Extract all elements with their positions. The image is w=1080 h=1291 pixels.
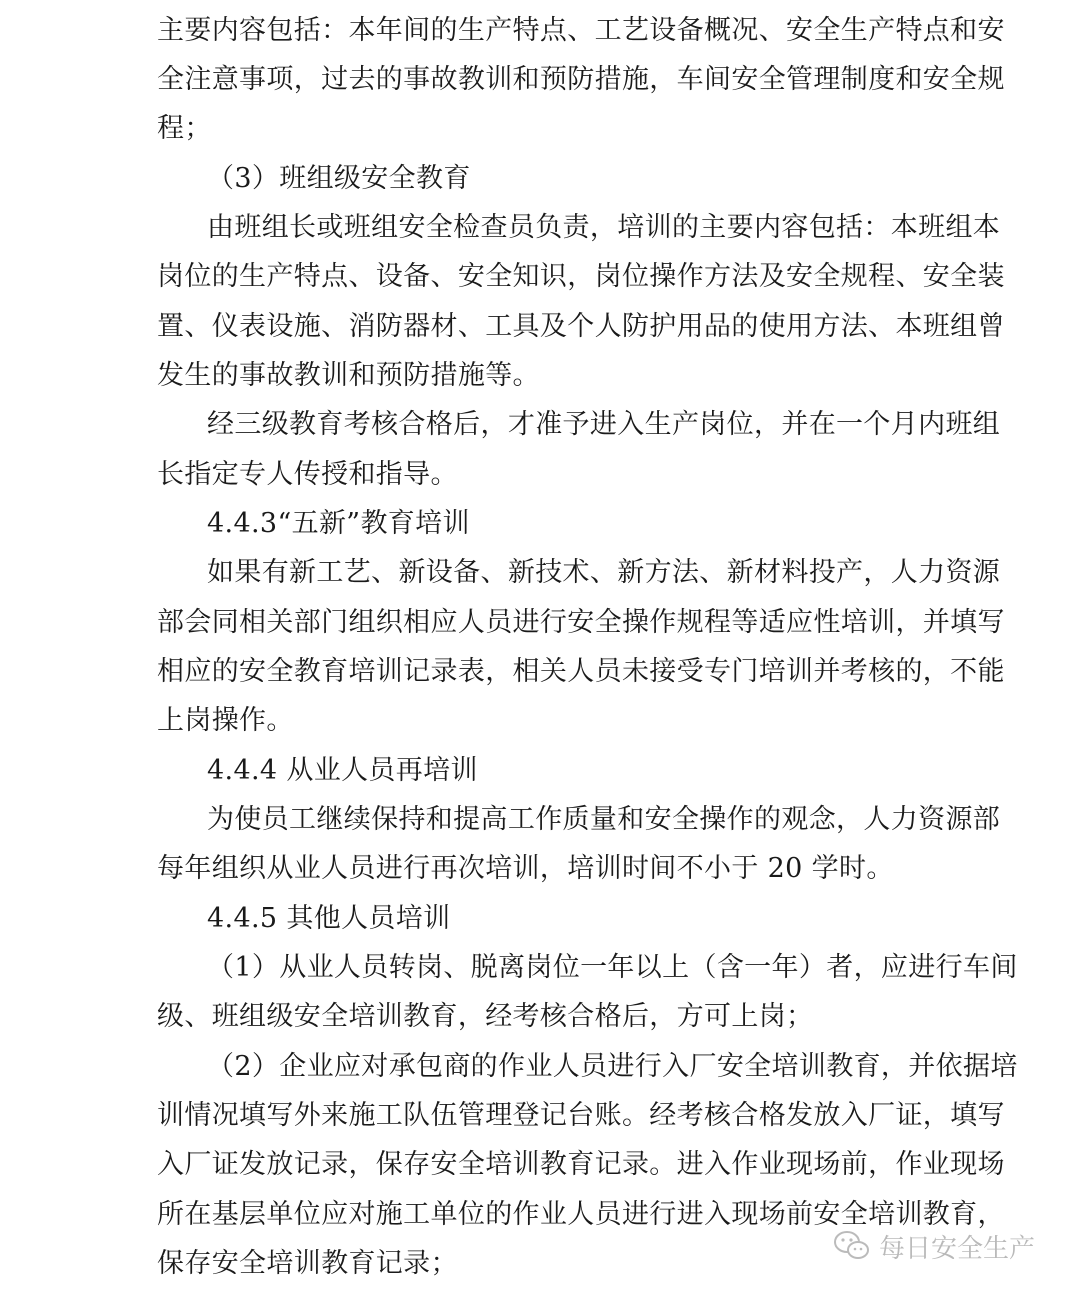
text-line-6: 岗位的生产特点、设备、安全知识，岗位操作方法及安全规程、安全装 [157,261,1005,292]
paragraph-line-3: 如果有新工艺、新设备、新技术、新方法、新材料投产，人力资源 [207,557,1001,588]
watermark [833,1226,1035,1266]
text-line-21: 级、班组级安全培训教育，经考核合格后，方可上岗； [157,1001,814,1032]
section-heading-445: 4.4.5 其他人员培训 [207,903,451,934]
watermark-text: 每日安全生产 [879,1233,1036,1264]
text-line-14: 相应的安全教育培训记录表，相关人员未接受专门培训并考核的，不能 [157,656,1005,687]
text-line-23: 训情况填写外来施工队伍管理登记台账。经考核合格发放入厂证，填写 [157,1100,1005,1131]
list-item-2: （2）企业应对承包商的作业人员进行入厂安全培训教育，并依据培 [207,1051,1018,1082]
wechat-icon [833,1230,871,1262]
paragraph-line-2: 经三级教育考核合格后，才准予进入生产岗位，并在一个月内班组 [207,409,1001,440]
text-line-1: 主要内容包括：本年间的生产特点、工艺设备概况、安全生产特点和安 [157,15,1005,46]
text-line-25: 所在基层单位应对施工单位的作业人员进行进入现场前安全培训教育， [157,1199,1005,1230]
paragraph-line-4: 为使员工继续保持和提高工作质量和安全操作的观念，人力资源部 [207,804,1001,835]
text-line-15: 上岗操作。 [157,705,294,736]
text-line-26: 保存安全培训教育记录； [157,1248,458,1279]
text-line-24: 入厂证发放记录，保存安全培训教育记录。进入作业现场前，作业现场 [157,1149,1005,1180]
text-line-10: 长指定专人传授和指导。 [157,459,458,490]
text-line-18: 每年组织从业人员进行再次培训，培训时间不小于 20 学时。 [157,853,894,884]
section-heading-3: （3）班组级安全教育 [207,163,471,194]
paragraph-line-1: 由班组长或班组安全检查员负责，培训的主要内容包括：本班组本 [207,212,1001,243]
text-line-8: 发生的事故教训和预防措施等。 [157,360,540,391]
text-line-7: 置、仪表设施、消防器材、工具及个人防护用品的使用方法、本班组曾 [157,311,1005,342]
text-line-2: 全注意事项，过去的事故教训和预防措施，车间安全管理制度和安全规 [157,64,1005,95]
section-heading-444: 4.4.4 从业人员再培训 [207,755,478,786]
list-item-1: （1）从业人员转岗、脱离岗位一年以上（含一年）者，应进行车间 [207,952,1018,983]
section-heading-443: 4.4.3“五新”教育培训 [207,508,470,539]
text-line-3: 程； [157,113,212,144]
text-line-13: 部会同相关部门组织相应人员进行安全操作规程等适应性培训，并填写 [157,607,1005,638]
